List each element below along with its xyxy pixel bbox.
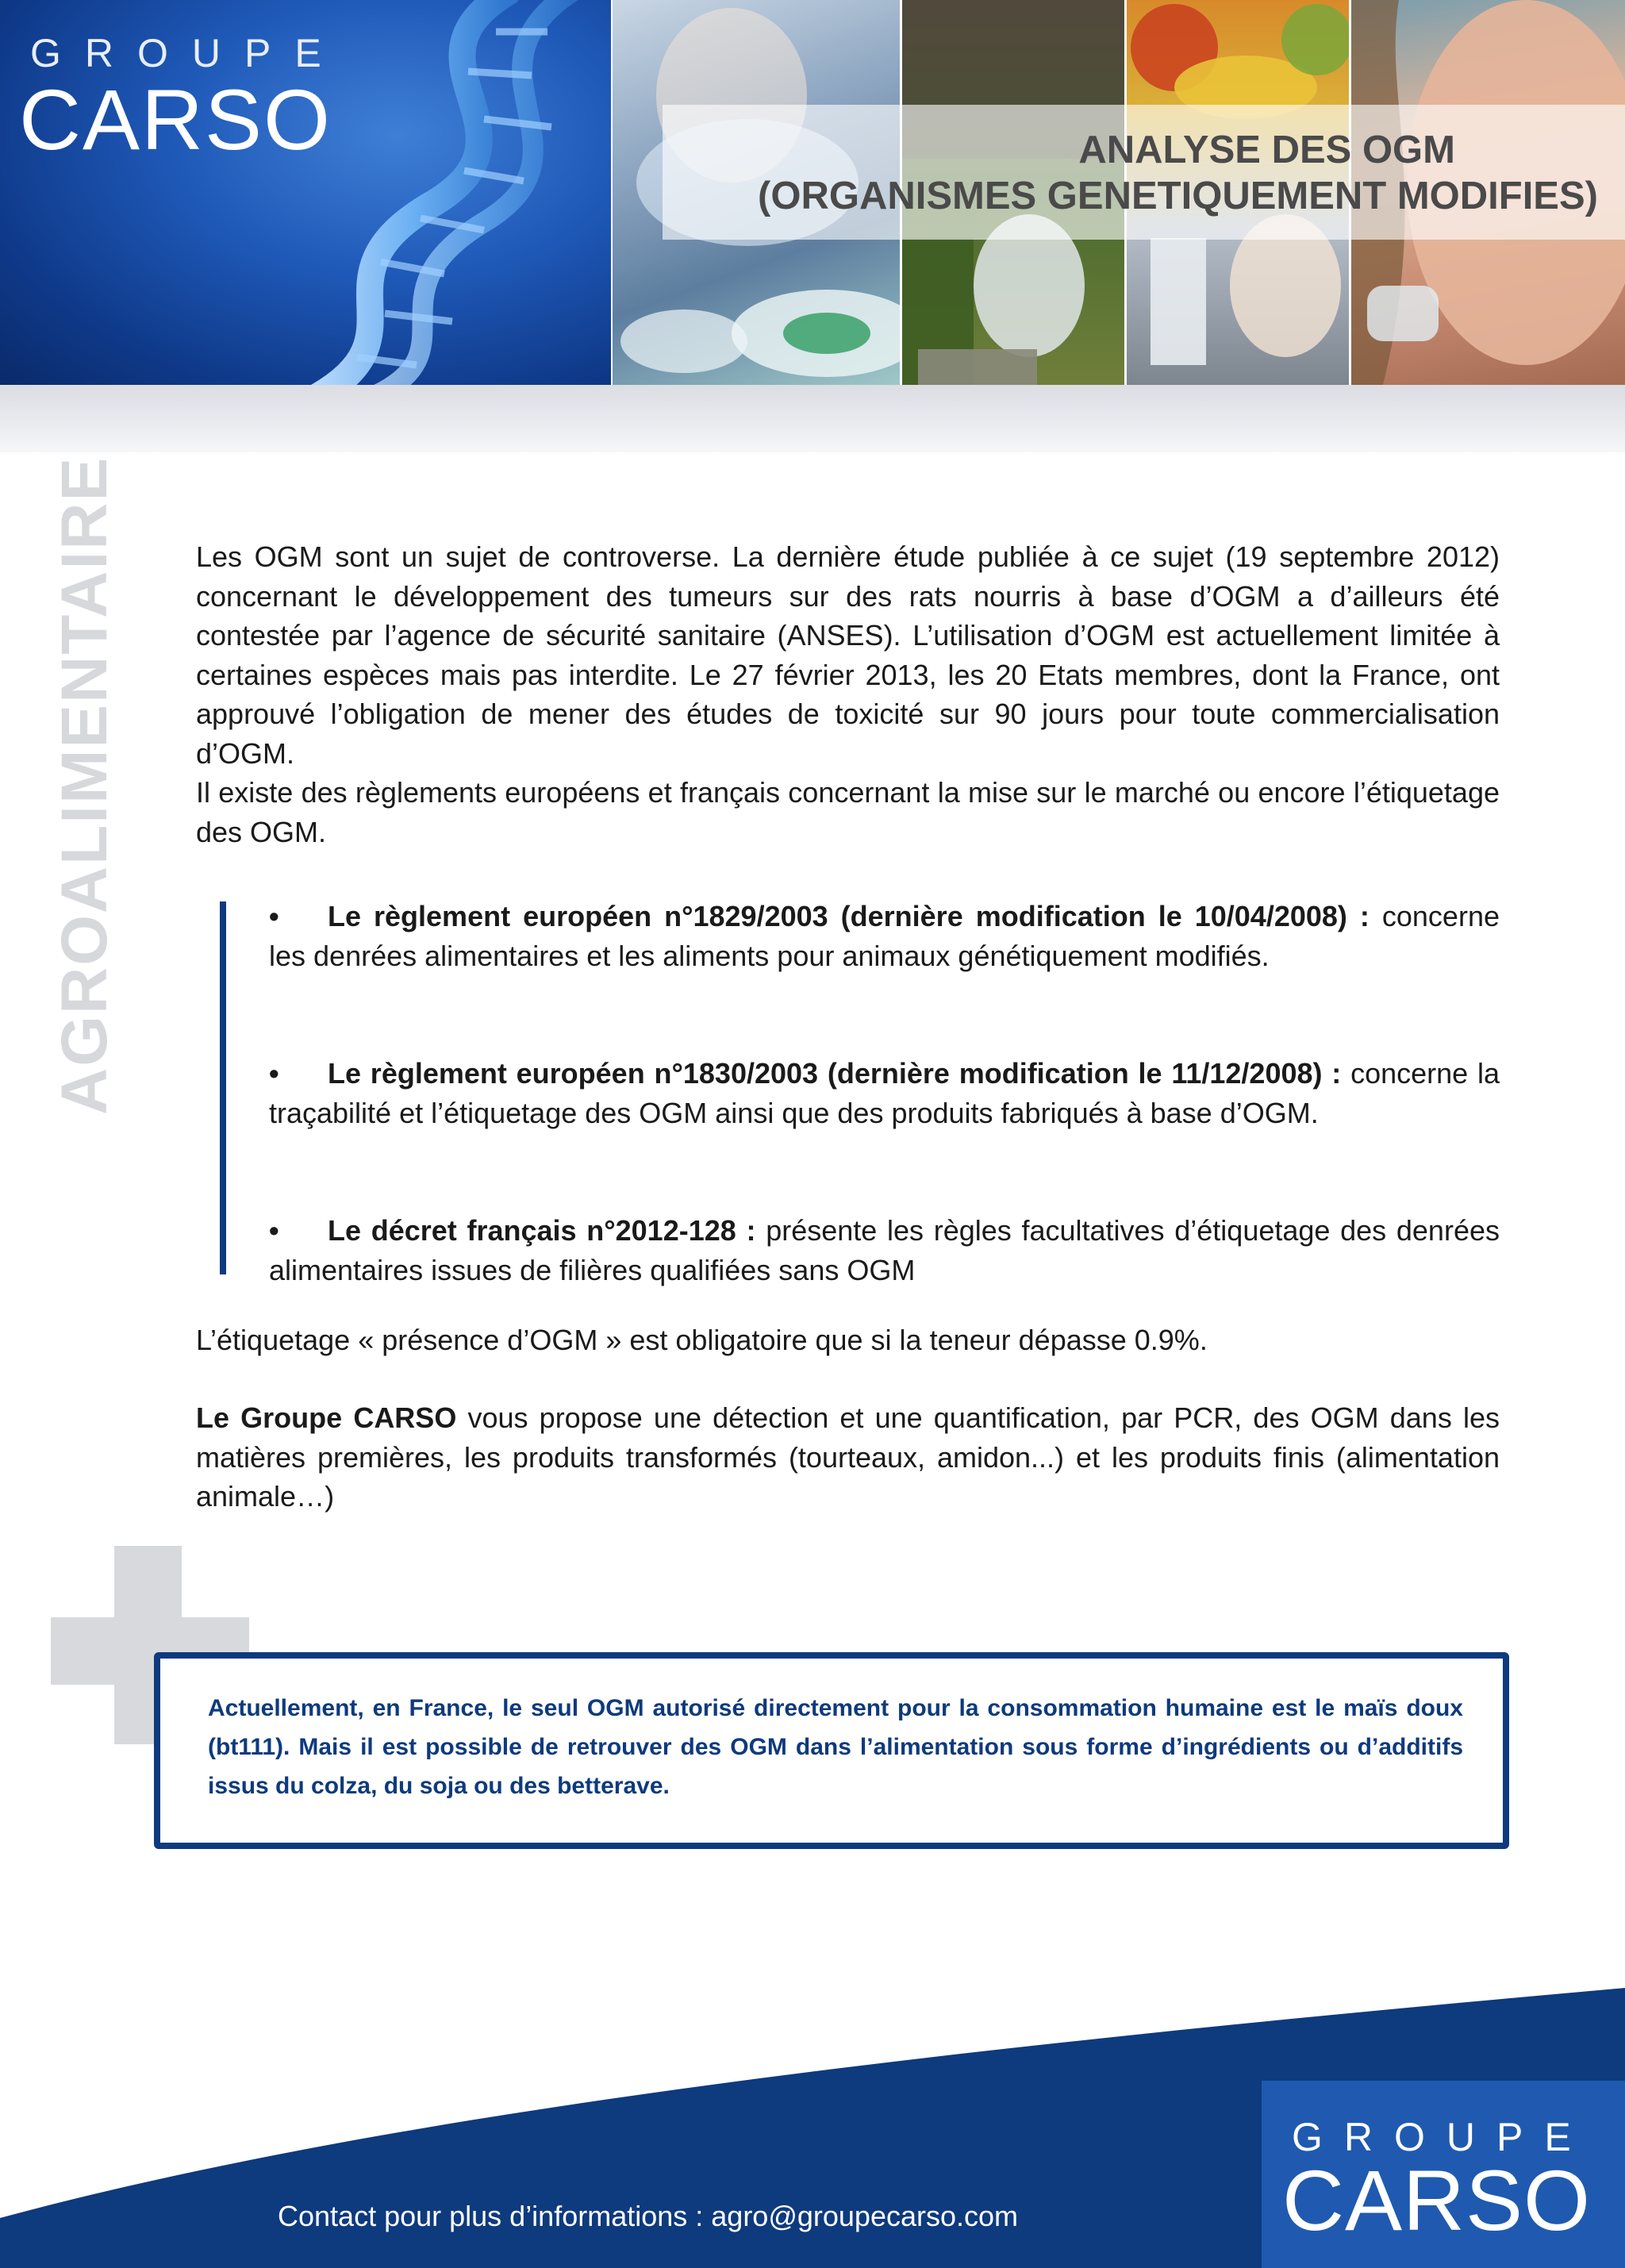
regulation-title: Le décret français n°2012-128 : xyxy=(328,1214,756,1247)
footer-logo xyxy=(1262,2081,1625,2268)
title-line-2: (ORGANISMES GENETIQUEMENT MODIFIES) xyxy=(758,175,1598,217)
regulation-text: concerne la traçabilité et l’étiquetage des OGM ainsi que des produits fabriqués à base d’OGM. xyxy=(269,1057,1500,1129)
intro-paragraph-1: Les OGM sont un sujet de controverse. La dernière étude publiée à ce sujet (19 septembre 2012) concernant le développement des tumeurs sur des rats nourris à base d’OGM a d’ailleurs été contestée par l’agence de sécurité sanitaire (ANSES). L’utilisation d’OGM est actuellement limitée à certaines espèces mais pas interdite. Le 27 février 2013, les 20 Etats membres, dont la France, ont approuvé l’obligation de mener des études de toxicité sur 90 jours pour toute commercialisation d’OGM. xyxy=(196,540,1500,770)
list-item xyxy=(269,1054,1500,1132)
logo-panel xyxy=(0,0,611,385)
logo-carso-text: CARSO xyxy=(19,71,332,167)
logo-groupe-text: GROUPE xyxy=(30,31,345,75)
bullet-icon: • xyxy=(269,1057,279,1090)
header-gray-strip xyxy=(0,385,1625,452)
footer-logo-carso-text: CARSO xyxy=(1282,2152,1592,2248)
footer-logo-groupe-text: GROUPE xyxy=(1292,2115,1592,2159)
section-side-label: AGROALIMENTAIRE xyxy=(48,456,121,1115)
info-callout-text: Actuellement, en France, le seul OGM autorisé directement pour la consommation humaine est le maïs doux (bt111). Mais il est possible de retrouver des OGM dans l’alimentation sous forme d’ingrédients ou d’additifs issus du colza, du soja ou des betterave. xyxy=(208,1695,1463,1799)
offer-company: Le Groupe CARSO xyxy=(196,1401,457,1434)
footer-contact-text: Contact pour plus d’informations : agro@groupecarso.com xyxy=(278,2200,1019,2232)
regulation-text: présente les règles facultatives d’étiquetage des denrées alimentaires issues de filières qualifiées sans OGM xyxy=(269,1214,1500,1286)
title-line-1: ANALYSE DES OGM xyxy=(1078,129,1455,171)
regulation-title: Le règlement européen n°1829/2003 (dernière modification le 10/04/2008) : xyxy=(328,900,1370,932)
offer-paragraph xyxy=(196,1398,1500,1516)
header-banner xyxy=(0,0,1625,385)
bullet-icon: • xyxy=(269,1214,279,1247)
intro-section xyxy=(196,537,1500,851)
regulation-text: concerne les denrées alimentaires et les aliments pour animaux génétiquement modifiés. xyxy=(269,900,1500,972)
info-callout-box xyxy=(154,1652,1509,1849)
quote-bar xyxy=(220,901,226,1274)
list-item xyxy=(269,1211,1500,1290)
document-title xyxy=(663,105,1625,240)
bullet-icon: • xyxy=(269,900,279,932)
labeling-note: L’étiquetage « présence d’OGM » est obligatoire que si la teneur dépasse 0.9%. xyxy=(196,1324,1208,1356)
regulation-title: Le règlement européen n°1830/2003 (dernière modification le 11/12/2008) : xyxy=(328,1057,1342,1090)
list-item xyxy=(269,897,1500,975)
intro-paragraph-2: Il existe des règlements européens et français concernant la mise sur le marché ou encore l’étiquetage des OGM. xyxy=(196,776,1500,848)
offer-text: vous propose une détection et une quantification, par PCR, des OGM dans les matières premières, les produits transformés (tourteaux, amidon...) et les produits finis (alimentation animale…) xyxy=(196,1401,1500,1513)
